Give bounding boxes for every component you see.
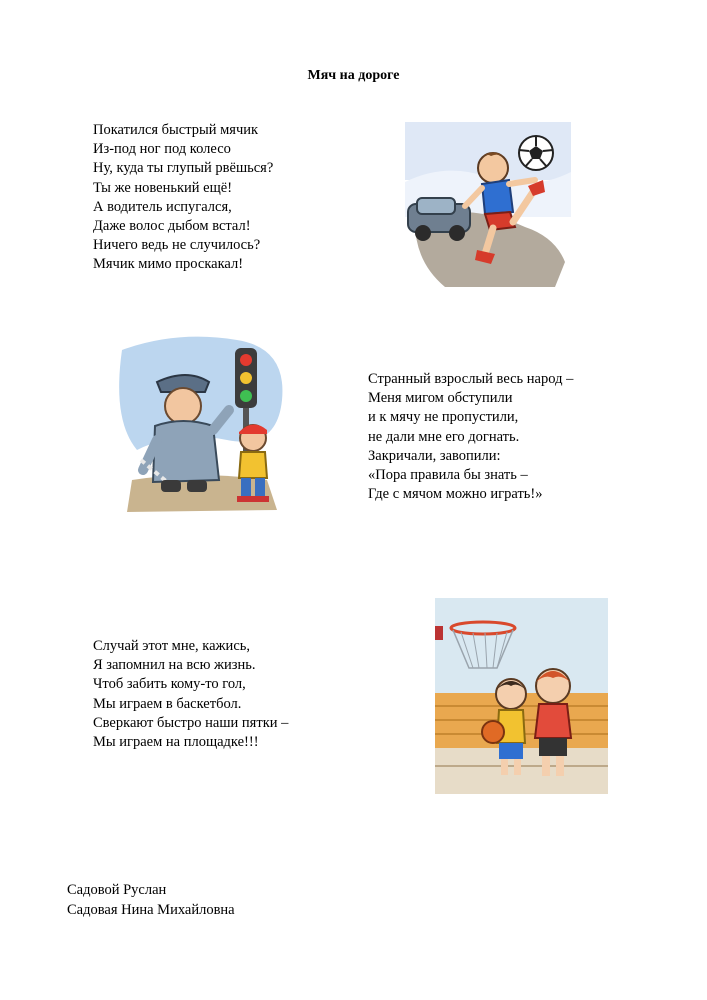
stanza-line: Ну, куда ты глупый рвёшься? (93, 160, 274, 177)
stanza-line: Странный взрослый весь народ – (368, 371, 574, 387)
stanza-line: Из-под ног под колесо (93, 141, 231, 158)
authors-block (67, 881, 235, 920)
soccer-illustration (405, 122, 571, 287)
stanza-line: Ничего ведь не случилось? (93, 237, 261, 254)
stanza-line: Чтоб забить кому-то гол, (93, 676, 246, 693)
stanza-line: Покатился быстрый мячик (93, 122, 259, 138)
stanza-line: Я запомнил на всю жизнь. (93, 657, 256, 674)
stanza-line: Мы играем на площадке!!! (93, 734, 259, 751)
stanza-line: «Пора правила бы знать – (368, 467, 528, 484)
stanza-line: Случай этот мне, кажись, (93, 638, 250, 654)
author-name: Садовая Нина Михайловна (67, 901, 235, 918)
stanza-line: не дали мне его догнать. (368, 428, 520, 445)
stanza-line: и к мячу не пропустили, (368, 409, 519, 426)
stanza-line: А водитель испугался, (93, 198, 232, 215)
stanza-line: Где с мячом можно играть!» (368, 486, 543, 503)
stanza-line: Даже волос дыбом встал! (93, 218, 251, 235)
stanza-1 (93, 121, 273, 275)
page-title: Мяч на дороге (307, 68, 400, 83)
stanza-line: Сверкают быстро наши пятки – (93, 714, 289, 731)
stanza-line: Мячик мимо проскакал! (93, 256, 244, 273)
soccer-ball-icon (519, 136, 553, 170)
stanza-line: Закричали, завопили: (368, 447, 501, 464)
soccer-image (405, 122, 571, 287)
stanza-line: Ты же новенький ещё! (93, 179, 233, 196)
basketball-illustration (435, 598, 608, 794)
stanza-line: Мы играем в баскетбол. (93, 695, 242, 712)
stanza-line: Меня мигом обступили (368, 390, 513, 407)
stanza-3 (93, 637, 288, 752)
police-image (117, 330, 290, 521)
stanza-2 (368, 370, 573, 504)
basketball-image (435, 598, 608, 794)
author-name: Садовой Руслан (67, 882, 167, 898)
police-illustration (117, 330, 290, 521)
